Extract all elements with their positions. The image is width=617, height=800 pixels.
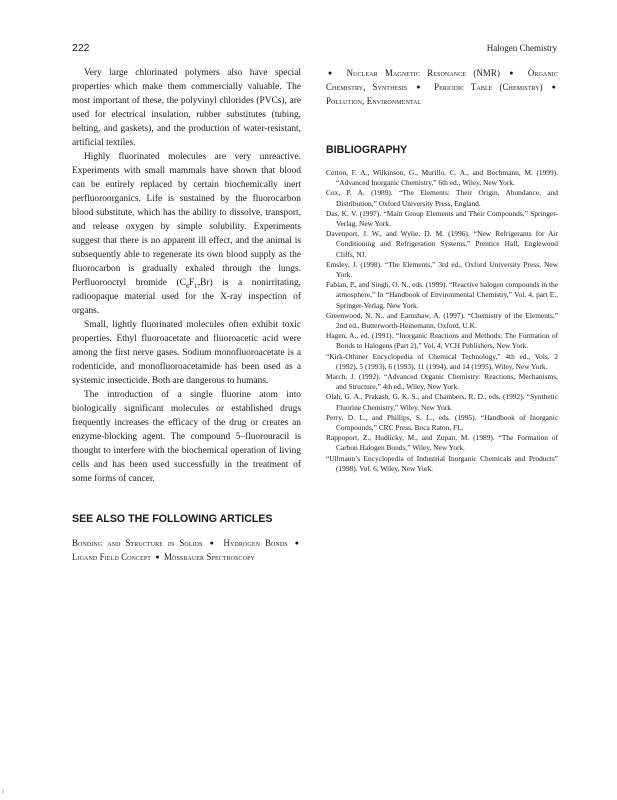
see-also-item[interactable]: Organic Chemistry, Synthesis: [326, 68, 558, 92]
reference-entry: Hagen, A., ed. (1991). “Inorganic Reactions and Methods: The Formation of Bonds to Halogens (Part 2),” Vol. 4, VCH Publishers, New York.: [326, 331, 558, 351]
bullet-separator: ●: [294, 539, 300, 547]
bullet-separator: ●: [155, 553, 160, 561]
bullet-separator: ●: [328, 69, 338, 77]
left-column: [72, 66, 301, 564]
see-also-item[interactable]: Mössbauer Spectroscopy: [164, 552, 255, 562]
see-also-item[interactable]: Periodic Table (Chemistry): [434, 82, 543, 92]
see-also-item[interactable]: Bonding and Structure in Solids: [72, 538, 203, 548]
bullet-separator: ●: [551, 83, 556, 91]
body-paragraph: The introduction of a single fluorine atom into biologically significant molecules or established drugs frequently increases the efficacy of the drug or creates an enzyme-blocking agent. The compound 5–fluorouracil is thought to interfere with the biochemical operation of living cells and has been used successfully in the treatment of some forms of cancer.: [72, 390, 301, 484]
reference-entry: Olah, G. A., Prakash, G. K. S., and Chambers, R. D., eds. (1992). “Synthetic Fluorine Chemistry,” Wiley, New York.: [326, 392, 558, 412]
reference-entry: Das, K. V. (1997). “Main Group Elements and Their Compounds,” Springer-Verlag, New York.: [326, 208, 558, 229]
running-head: Halogen Chemistry: [486, 43, 557, 53]
reference-entry: Greenwood, N. N., and Earnshaw, A. (1997). “Chemistry of the Elements,” 2nd ed., Butterworth-Heinemann, Oxford, U.K.: [326, 310, 558, 331]
page-number: 222: [72, 42, 90, 54]
bullet-separator: ●: [416, 83, 426, 91]
reference-entry: Perry, D. L., and Phillips, S. L., eds. (1995). “Handbook of Inorganic Compounds,” CRC Press, Boca Raton, FL.: [326, 412, 558, 433]
see-also-list-continued: [326, 66, 558, 108]
see-also-item[interactable]: Nuclear Magnetic Resonance (NMR): [346, 68, 500, 78]
see-also-item[interactable]: Ligand Field Concept: [72, 552, 152, 562]
margin-mark: ı: [2, 786, 5, 795]
see-also-item[interactable]: Pollution, Environmental: [326, 96, 422, 106]
reference-entry: “Kirk-Othmer Encyclopedia of Chemical Technology,” 4th ed., Vols. 2 (1992), 5 (1993), 6 (1993), 11 (1994), and 14 (1995), Wiley, New York.: [326, 351, 558, 371]
reference-entry: Emsley, J. (1998). “The Elements,” 3rd ed., Oxford University Press, New York.: [326, 259, 558, 280]
reference-entry: Cotton, F. A., Wilkinson, G., Murillo, C. A., and Bochmann, M. (1999). “Advanced Inorganic Chemistry,” 6th ed., Wiley, New York.: [326, 168, 558, 188]
bibliography-heading: BIBLIOGRAPHY: [326, 144, 408, 156]
bullet-separator: ●: [509, 69, 519, 77]
right-column: [326, 66, 558, 474]
reference-entry: Fabian, P., and Singh, O. N., eds. (1999). “Reactive halogen compounds in the atmosphere,” In “Handbook of Environmental Chemistry,” Vol. 4, part E., Springer-Verlag, New York.: [326, 280, 558, 310]
see-also-list: [72, 536, 301, 564]
reference-entry: Rappoport, Z., Hudlicky, M., and Zupan, M. (1989). “The Formation of Carbon Halogen Bonds,” Wiley, New York.: [326, 433, 558, 453]
body-paragraph: Very large chlorinated polymers also have special properties which make them commercially valuable. The most important of these, the polyvinyl chlorides (PVCs), are used for electrical insulation, rubber substitutes (tubing, belting, and gaskets), and the production of water-resistant, artificial textiles.: [72, 68, 301, 148]
reference-list: [326, 168, 558, 474]
see-also-heading: SEE ALSO THE FOLLOWING ARTICLES: [72, 513, 273, 525]
reference-entry: Davenport, J. W., and Wylie, D. M. (1996). “New Refrigerants for Air Conditioning and Refrigeration Systems,” Prentice Hall, Englewood Cliffs, NJ.: [326, 229, 558, 259]
bullet-separator: ●: [209, 539, 217, 547]
reference-entry: March, J. (1992). “Advanced Organic Chemistry: Reactions, Mechanisms, and Structure,” 4th ed., Wiley, New York.: [326, 372, 558, 392]
body-paragraph: Small, lightly fluorinated molecules often exhibit toxic properties. Ethyl fluoroacetate and fluoroacetic acid were among the first nerve gases. Sodium monofluoroacetate is a rodenticide, and monofluoroacetamide has been used as a systemic insecticide. Both are dangerous to humans.: [72, 320, 301, 386]
see-also-item[interactable]: Hydrogen Bonds: [223, 538, 288, 548]
body-paragraph: Highly fluorinated molecules are very unreactive. Experiments with small mammals have shown that blood can be entirely replaced by certain biochemically inert perfluoroorganics. Life is sustained by the fluorocarbon blood substitute, which has the ability to dissolve, transport, and release oxygen by simple solubility. Experiments suggest that there is no apparent ill effect, and the animal is subsequently able to regenerate its own blood supply as the fluorocarbon is gradually exhaled through the lungs. Perfluorooctyl bromide $(C_8F_{17}Br)$ is a nonirritating, radioopaque material used for the X-ray inspection of organs.: [72, 152, 301, 316]
reference-entry: “Ullmann’s Encyclopedia of Industrial Inorganic Chemicals and Products” (1998). Vol. 6, Wiley, New York.: [326, 453, 558, 473]
reference-entry: Cox, P. A. (1989). “The Elements: Their Origin, Abundance, and Distribution,” Oxford University Press, England.: [326, 188, 558, 208]
